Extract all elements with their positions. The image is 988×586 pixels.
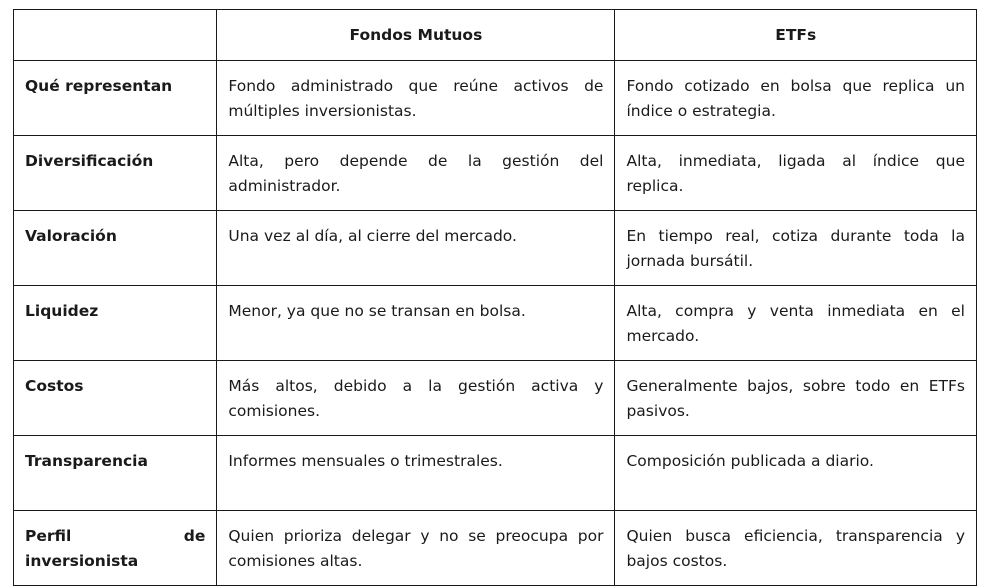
row-label: Qué representan <box>14 61 217 136</box>
table-header-row <box>14 10 977 61</box>
table-row <box>14 361 977 436</box>
header-blank-cell <box>14 10 217 61</box>
row-label: Costos <box>14 361 217 436</box>
row-label: Liquidez <box>14 286 217 361</box>
table-row <box>14 511 977 586</box>
fondos-cell: Menor, ya que no se transan en bolsa. <box>217 286 615 361</box>
fondos-cell: Más altos, debido a la gestión activa y comisiones. <box>217 361 615 436</box>
fondos-cell: Quien prioriza delegar y no se preocupa por comisiones altas. <box>217 511 615 586</box>
table-row <box>14 211 977 286</box>
header-etfs: ETFs <box>615 10 977 61</box>
table-row <box>14 61 977 136</box>
header-fondos-mutuos: Fondos Mutuos <box>217 10 615 61</box>
row-label: Valoración <box>14 211 217 286</box>
table-row <box>14 436 977 511</box>
table-row <box>14 136 977 211</box>
etfs-cell: Quien busca eficiencia, transparencia y bajos costos. <box>615 511 977 586</box>
etfs-cell: Alta, compra y venta inmediata en el mercado. <box>615 286 977 361</box>
fondos-cell: Fondo administrado que reúne activos de múltiples inversionistas. <box>217 61 615 136</box>
etfs-cell: Composición publicada a diario. <box>615 436 977 511</box>
row-label: Transparencia <box>14 436 217 511</box>
fondos-cell: Alta, pero depende de la gestión del administrador. <box>217 136 615 211</box>
etfs-cell: Alta, inmediata, ligada al índice que replica. <box>615 136 977 211</box>
table-row <box>14 286 977 361</box>
fondos-cell: Una vez al día, al cierre del mercado. <box>217 211 615 286</box>
row-label: Diversificación <box>14 136 217 211</box>
row-label: Perfil de inversionista <box>14 511 217 586</box>
etfs-cell: Generalmente bajos, sobre todo en ETFs pasivos. <box>615 361 977 436</box>
etfs-cell: Fondo cotizado en bolsa que replica un índice o estrategia. <box>615 61 977 136</box>
comparison-table <box>13 9 977 586</box>
etfs-cell: En tiempo real, cotiza durante toda la jornada bursátil. <box>615 211 977 286</box>
fondos-cell: Informes mensuales o trimestrales. <box>217 436 615 511</box>
